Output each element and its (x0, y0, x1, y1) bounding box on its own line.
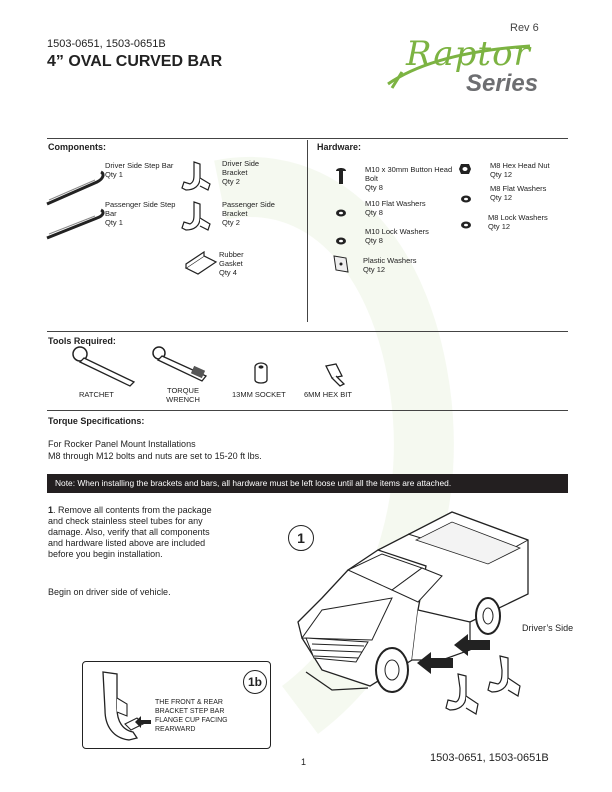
torque-line-2: M8 through M12 bolts and nuts are set to 15-20 ft lbs. (48, 451, 262, 461)
rear-bracket-illustration (486, 654, 526, 707)
component-passenger-step-bar (105, 200, 185, 227)
detail-box-1b (82, 661, 271, 749)
rev-label: Rev 6 (510, 22, 539, 34)
callout-1b-label: 1b (247, 675, 262, 689)
m8-lock-washer-icon (460, 216, 472, 234)
tool-torque-wrench: TORQUE WRENCH (166, 386, 200, 404)
tool-6mm-hex-bit: 6MM HEX BIT (304, 390, 352, 399)
flat-washer-icon (335, 204, 347, 222)
torque-wrench-icon (152, 346, 210, 391)
divider-torque (47, 410, 568, 411)
hardware-qty: Qty 8 (365, 236, 383, 245)
hardware-qty: Qty 12 (488, 222, 511, 231)
component-name: Passenger Side Step Bar (105, 200, 176, 218)
bolt-icon (335, 166, 347, 191)
tool-ratchet: RATCHET (79, 390, 114, 399)
driver-bracket-image (180, 160, 218, 201)
component-name: Driver Side Bracket (222, 159, 260, 177)
page-number: 1 (301, 757, 307, 767)
component-qty: Qty 2 (222, 218, 240, 227)
front-bracket-illustration (444, 672, 484, 725)
torque-heading: Torque Specifications: (48, 416, 145, 426)
drivers-side-label: Driver’s Side (522, 623, 574, 633)
page-title: 4” OVAL CURVED BAR (47, 53, 223, 70)
hardware-heading: Hardware: (317, 142, 362, 152)
passenger-step-bar-image (45, 208, 105, 249)
component-qty: Qty 1 (105, 170, 123, 179)
component-name: Driver Side Step Bar (105, 161, 174, 170)
step-bar-icon (45, 208, 105, 244)
hardware-qty: Qty 8 (365, 208, 383, 217)
ratchet-icon (72, 346, 138, 391)
hardware-name: M10 Lock Washers (365, 227, 429, 236)
component-passenger-bracket (222, 200, 282, 227)
hardware-qty: Qty 8 (365, 183, 383, 192)
lock-washer-icon (335, 232, 347, 250)
bracket-icon (486, 654, 526, 702)
tool-13mm-socket: 13MM SOCKET (232, 390, 286, 399)
step1-instructions: . Remove all contents from the package and check stainless steel tubes for any damage. Also, verify that all components and hardware listed above are included before you begin installation. (48, 505, 212, 559)
callout-1b (243, 670, 267, 694)
hex-nut-icon (458, 162, 472, 180)
plastic-washer-icon (332, 254, 350, 279)
logo-series: Series (466, 70, 539, 97)
raptor-logo (380, 32, 580, 102)
hex-bit-icon (322, 362, 348, 391)
arrow-rear-icon (454, 634, 490, 661)
bracket-icon (180, 160, 218, 196)
header-part-numbers: 1503-0651, 1503-0651B (47, 38, 166, 50)
gasket-icon (184, 252, 220, 276)
component-qty: Qty 4 (219, 268, 237, 277)
hardware-name: Plastic Washers (363, 256, 417, 265)
component-rubber-gasket (219, 250, 269, 277)
bracket-flange-icon (93, 668, 153, 742)
hardware-name: M8 Flat Washers (490, 184, 547, 193)
divider-top (47, 138, 568, 139)
detail-bracket-illustration (93, 668, 153, 747)
component-qty: Qty 1 (105, 218, 123, 227)
passenger-bracket-image (180, 200, 218, 241)
component-qty: Qty 2 (222, 177, 240, 186)
bracket-icon (444, 672, 484, 720)
step1-text (48, 505, 226, 560)
logo-script: Raptor (406, 34, 531, 74)
note-text: Note: When installing the brackets and bars, all hardware must be left loose until all the items are attached. (55, 478, 452, 488)
hardware-qty: Qty 12 (363, 265, 386, 274)
footer-part-numbers: 1503-0651, 1503-0651B (430, 752, 549, 764)
torque-line-1: For Rocker Panel Mount Installations (48, 439, 196, 449)
hardware-m8-lock-washers (488, 213, 568, 231)
component-driver-step-bar (105, 161, 185, 179)
hardware-button-head-bolt (365, 165, 453, 192)
hardware-m10-lock-washers (365, 227, 445, 245)
rubber-gasket-image (184, 252, 220, 281)
hardware-plastic-washers (363, 256, 443, 274)
detail-text: THE FRONT & REAR BRACKET STEP BAR FLANGE CUP FACING REARWARD (155, 699, 228, 733)
note-banner (47, 474, 568, 493)
hardware-name: M8 Hex Head Nut (490, 161, 550, 170)
component-driver-bracket (222, 159, 282, 186)
divider-vertical (307, 140, 308, 322)
hardware-name: M8 Lock Washers (488, 213, 548, 222)
hardware-m10-flat-washers (365, 199, 445, 217)
component-name: Passenger Side Bracket (222, 200, 275, 218)
hardware-name: M10 Flat Washers (365, 199, 426, 208)
step-bar-icon (45, 168, 105, 208)
component-name: Rubber Gasket (219, 250, 244, 268)
hardware-qty: Qty 12 (490, 193, 513, 202)
components-heading: Components: (48, 142, 106, 152)
hardware-m8-flat-washers (490, 184, 570, 202)
hardware-name: M10 x 30mm Button Head Bolt (365, 165, 453, 183)
hardware-qty: Qty 12 (490, 170, 513, 179)
m8-flat-washer-icon (460, 190, 472, 208)
socket-icon (250, 362, 272, 391)
driver-step-bar-image (45, 168, 105, 213)
callout-1-label: 1 (297, 530, 305, 546)
divider-tools (47, 331, 568, 332)
step1-number: 1 (48, 505, 54, 515)
tools-heading: Tools Required: (48, 336, 116, 346)
hardware-m8-hex-nut (490, 161, 570, 179)
bracket-icon (180, 200, 218, 236)
step1-begin: Begin on driver side of vehicle. (48, 587, 171, 597)
